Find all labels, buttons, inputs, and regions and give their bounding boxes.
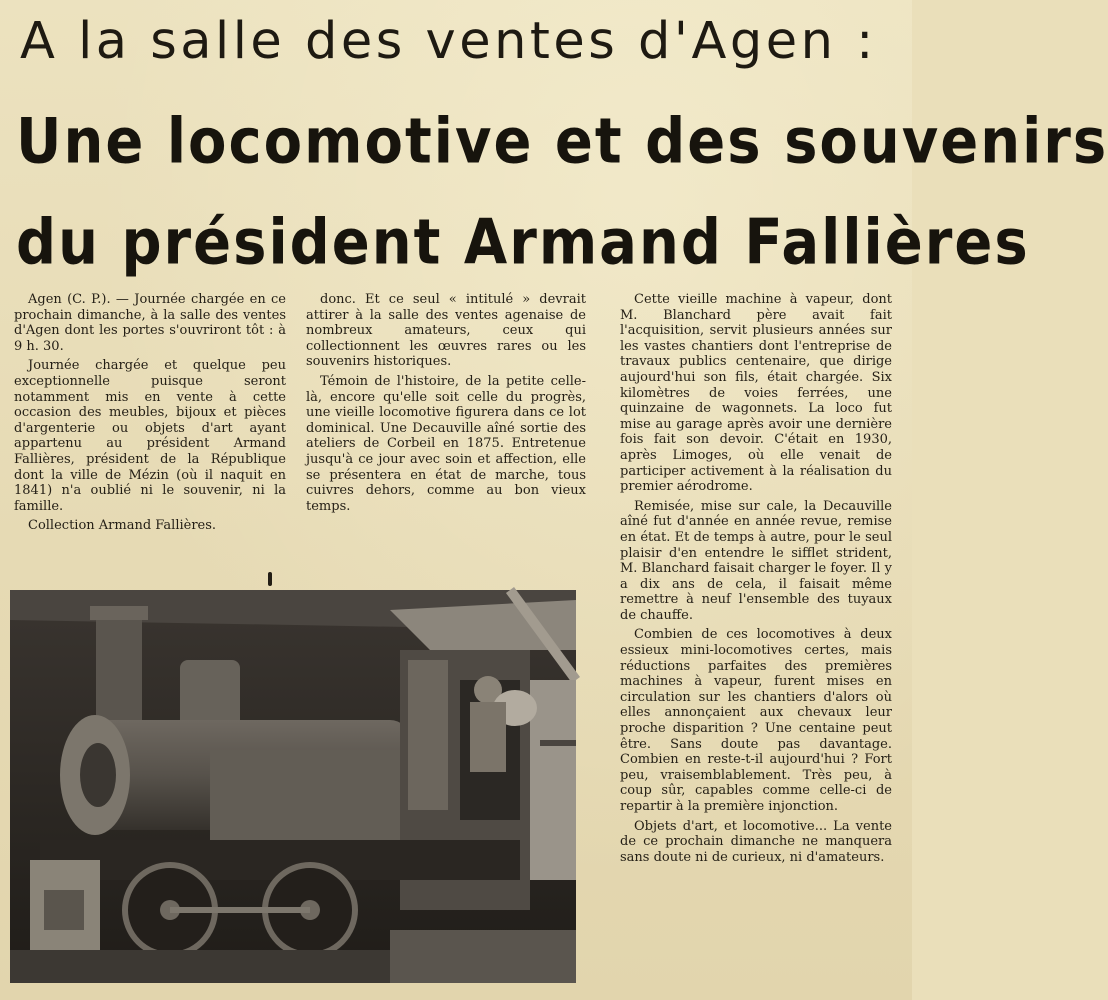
paragraph: Agen (C. P.). — Journée chargée en ce prochain dimanche, à la salle des ventes d'Agen dont les portes s'ouvriront tôt : à 9 h. 30. [14, 292, 286, 354]
article-column-3 [620, 292, 892, 869]
paragraph: Objets d'art, et locomotive... La vente de ce prochain dimanche ne manquera sans doute ni de curieux, ni d'amateurs. [620, 818, 892, 865]
paragraph: Collection Armand Fallières. [28, 518, 217, 534]
paragraph: Combien de ces locomotives à deux essieux mini-locomotives certes, mais réductions parfaites des premières machines à vapeur, furent mises en circulation sur les chantiers d'alors où elles annonçaient aux chevaux leur proche disparition ? Une centaine peut être. Sans doute pas davantage. Combien en reste-t-il aujourd'hui ? Fort peu, vraisemblablement. Très peu, à coup sûr, capables comme celle-ci de repartir à la première injonction. [620, 627, 892, 814]
article-headline [16, 92, 1108, 294]
headline-line-1: Une locomotive et des souvenirs [16, 105, 1108, 179]
print-mark [268, 572, 272, 586]
article-kicker: A la salle des ventes d'Agen : [20, 12, 877, 71]
paragraph: donc. Et ce seul « intitulé » devrait attirer à la salle des ventes agenaise de nombreux amateurs, ceux qui collectionnent les œuvres rares ou les souvenirs historiques. [306, 292, 586, 370]
article-column-2 [306, 292, 586, 518]
headline-line-2: du président Armand Fallières [16, 206, 1030, 280]
paragraph: Cette vieille machine à vapeur, dont M. Blanchard père avait fait l'acquisition, servit plusieurs années sur les vastes chantiers dont l'entreprise de travaux publics centenaire, que dirige aujourd'hui son fils, était chargée. Six kilomètres de voies ferrées, une quinzaine de wagonnets. La loco fut mise au garage après avoir une dernière fois fait son devoir. C'était en 1930, après Limoges, où elle venait de participer activement à la réalisation du premier aérodrome. [620, 292, 892, 495]
paragraph: Témoin de l'histoire, de la petite celle-là, encore qu'elle soit celle du progrès, une vieille locomotive figurera dans ce lot dominical. Une Decauville aîné sortie des ateliers de Corbeil en 1875. Entretenue jusqu'à ce jour avec soin et affection, elle se présentera en état de marche, tous cuivres dehors, comme au bon vieux temps. [306, 373, 586, 514]
locomotive-photo [10, 590, 576, 983]
locomotive-illustration [10, 590, 576, 983]
paragraph: Journée chargée et quelque peu exceptionnelle puisque seront notamment mis en vente à cette occasion des meubles, bijoux et pièces d'argenterie ou objets d'art ayant appartenu au président Armand Fallières, président de la République dont la ville de Mézin (où il naquit en 1841) n'a oublié ni le souvenir, ni la famille. [14, 358, 286, 514]
article-column-1 [14, 292, 286, 538]
paragraph: Remisée, mise sur cale, la Decauville aîné fut d'année en année revue, remise en état. Et de temps à autre, pour le seul plaisir d'en entendre le sifflet strident, M. Blanchard faisait charger le foyer. Il y a dix ans de cela, il faisait même remettre à neuf l'ensemble des tuyaux de chauffe. [620, 498, 892, 623]
